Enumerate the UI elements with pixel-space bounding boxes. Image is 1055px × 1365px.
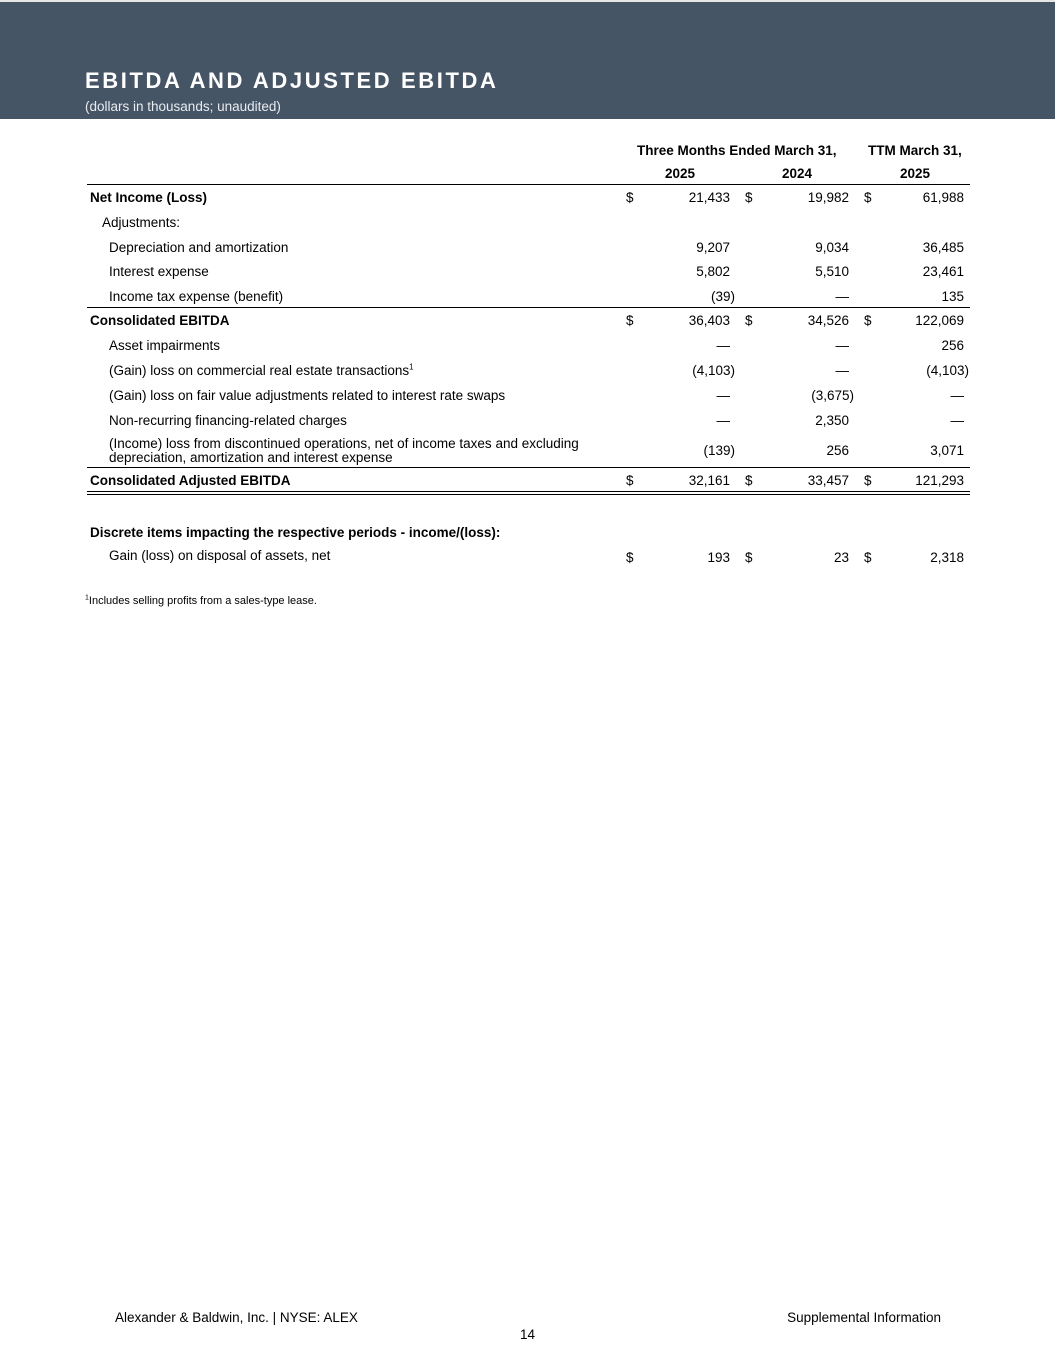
footnote-text: Includes selling profits from a sales-type lease. — [88, 595, 317, 607]
currency-symbol: $ — [864, 190, 872, 205]
currency-symbol: $ — [864, 313, 872, 328]
row-label: Non-recurring financing-related charges — [109, 413, 347, 428]
value-2025-q1: 9,207 — [696, 240, 730, 255]
currency-symbol: $ — [626, 313, 634, 328]
row-label: Net Income (Loss) — [90, 190, 208, 205]
value-2025-q1: (39) — [710, 289, 735, 304]
row-label-text: (Gain) loss on commercial real estate transactions — [109, 363, 410, 378]
page-title: EBITDA AND ADJUSTED EBITDA — [85, 68, 499, 93]
value-2025-ttm: 2,318 — [930, 550, 964, 565]
value-2025-ttm: (4,103) — [926, 363, 969, 378]
value-2025-ttm: 122,069 — [915, 313, 964, 328]
col-year-2025-q1: 2025 — [664, 166, 696, 181]
currency-symbol: $ — [626, 550, 634, 565]
value-2024-q1: — — [835, 363, 849, 378]
row-label: Income tax expense (benefit) — [109, 289, 284, 304]
footnote — [85, 595, 317, 607]
currency-symbol: $ — [626, 190, 634, 205]
value-2025-q1: 36,403 — [688, 313, 730, 328]
value-2024-q1: — — [835, 338, 849, 353]
subtotal-rule — [87, 307, 970, 308]
value-2025-ttm: 23,461 — [922, 264, 964, 279]
value-2025-ttm: 135 — [941, 289, 964, 304]
footnote-marker: 1 — [85, 594, 89, 602]
discrete-items-heading: Discrete items impacting the respective periods - income/(loss): — [90, 525, 501, 540]
row-label: Gain (loss) on disposal of assets, net — [109, 548, 331, 563]
page-number: 14 — [519, 1327, 536, 1342]
currency-symbol: $ — [864, 473, 872, 488]
value-2025-q1: 193 — [707, 550, 730, 565]
total-double-rule-bottom — [87, 494, 970, 495]
value-2024-q1: 33,457 — [807, 473, 849, 488]
value-2024-q1: 2,350 — [815, 413, 849, 428]
header-rule — [87, 184, 970, 185]
subtotal-rule — [87, 467, 970, 468]
value-2025-q1: 32,161 — [688, 473, 730, 488]
value-2025-ttm: — — [950, 388, 964, 403]
value-2025-q1: — — [716, 338, 730, 353]
currency-symbol: $ — [864, 550, 872, 565]
value-2024-q1: 23 — [833, 550, 849, 565]
value-2025-q1: — — [716, 388, 730, 403]
total-double-rule-top — [87, 491, 970, 492]
value-2025-ttm: 61,988 — [922, 190, 964, 205]
page-subtitle: (dollars in thousands; unaudited) — [85, 99, 281, 114]
row-label — [109, 363, 414, 379]
value-2024-q1: — — [835, 289, 849, 304]
col-year-2025-ttm: 2025 — [899, 166, 931, 181]
value-2025-q1: (4,103) — [692, 363, 735, 378]
row-label: Depreciation and amortization — [109, 240, 289, 255]
value-2025-q1: (139) — [703, 443, 735, 458]
value-2025-q1: — — [716, 413, 730, 428]
value-2024-q1: 9,034 — [815, 240, 849, 255]
adjustments-label: Adjustments: — [102, 215, 181, 230]
value-2024-q1: (3,675) — [811, 388, 854, 403]
footer-company: Alexander & Baldwin, Inc. | NYSE: ALEX — [115, 1310, 358, 1325]
row-label: Asset impairments — [109, 338, 221, 353]
footer-section: Supplemental Information — [787, 1310, 941, 1325]
value-2025-ttm: 3,071 — [930, 443, 964, 458]
currency-symbol: $ — [745, 473, 753, 488]
row-label: Consolidated EBITDA — [90, 313, 230, 328]
value-2024-q1: 19,982 — [807, 190, 849, 205]
value-2025-ttm: — — [950, 413, 964, 428]
value-2024-q1: 5,510 — [815, 264, 849, 279]
value-2025-q1: 21,433 — [688, 190, 730, 205]
row-label: Consolidated Adjusted EBITDA — [90, 473, 291, 488]
col-group-ttm: TTM March 31, — [868, 143, 962, 158]
value-2025-q1: 5,802 — [696, 264, 730, 279]
value-2025-ttm: 36,485 — [922, 240, 964, 255]
col-year-2024-q1: 2024 — [781, 166, 813, 181]
currency-symbol: $ — [626, 473, 634, 488]
currency-symbol: $ — [745, 550, 753, 565]
value-2024-q1: 256 — [826, 443, 849, 458]
value-2025-ttm: 256 — [941, 338, 964, 353]
value-2025-ttm: 121,293 — [915, 473, 964, 488]
col-group-three-months: Three Months Ended March 31, — [637, 143, 837, 158]
row-label: Interest expense — [109, 264, 209, 279]
value-2024-q1: 34,526 — [807, 313, 849, 328]
currency-symbol: $ — [745, 313, 753, 328]
currency-symbol: $ — [745, 190, 753, 205]
row-label: (Gain) loss on fair value adjustments related to interest rate swaps — [109, 388, 506, 403]
row-label: (Income) loss from discontinued operations, net of income taxes and excluding depreciation, amortization and interest expense — [109, 436, 579, 465]
footnote-marker: 1 — [409, 362, 414, 372]
